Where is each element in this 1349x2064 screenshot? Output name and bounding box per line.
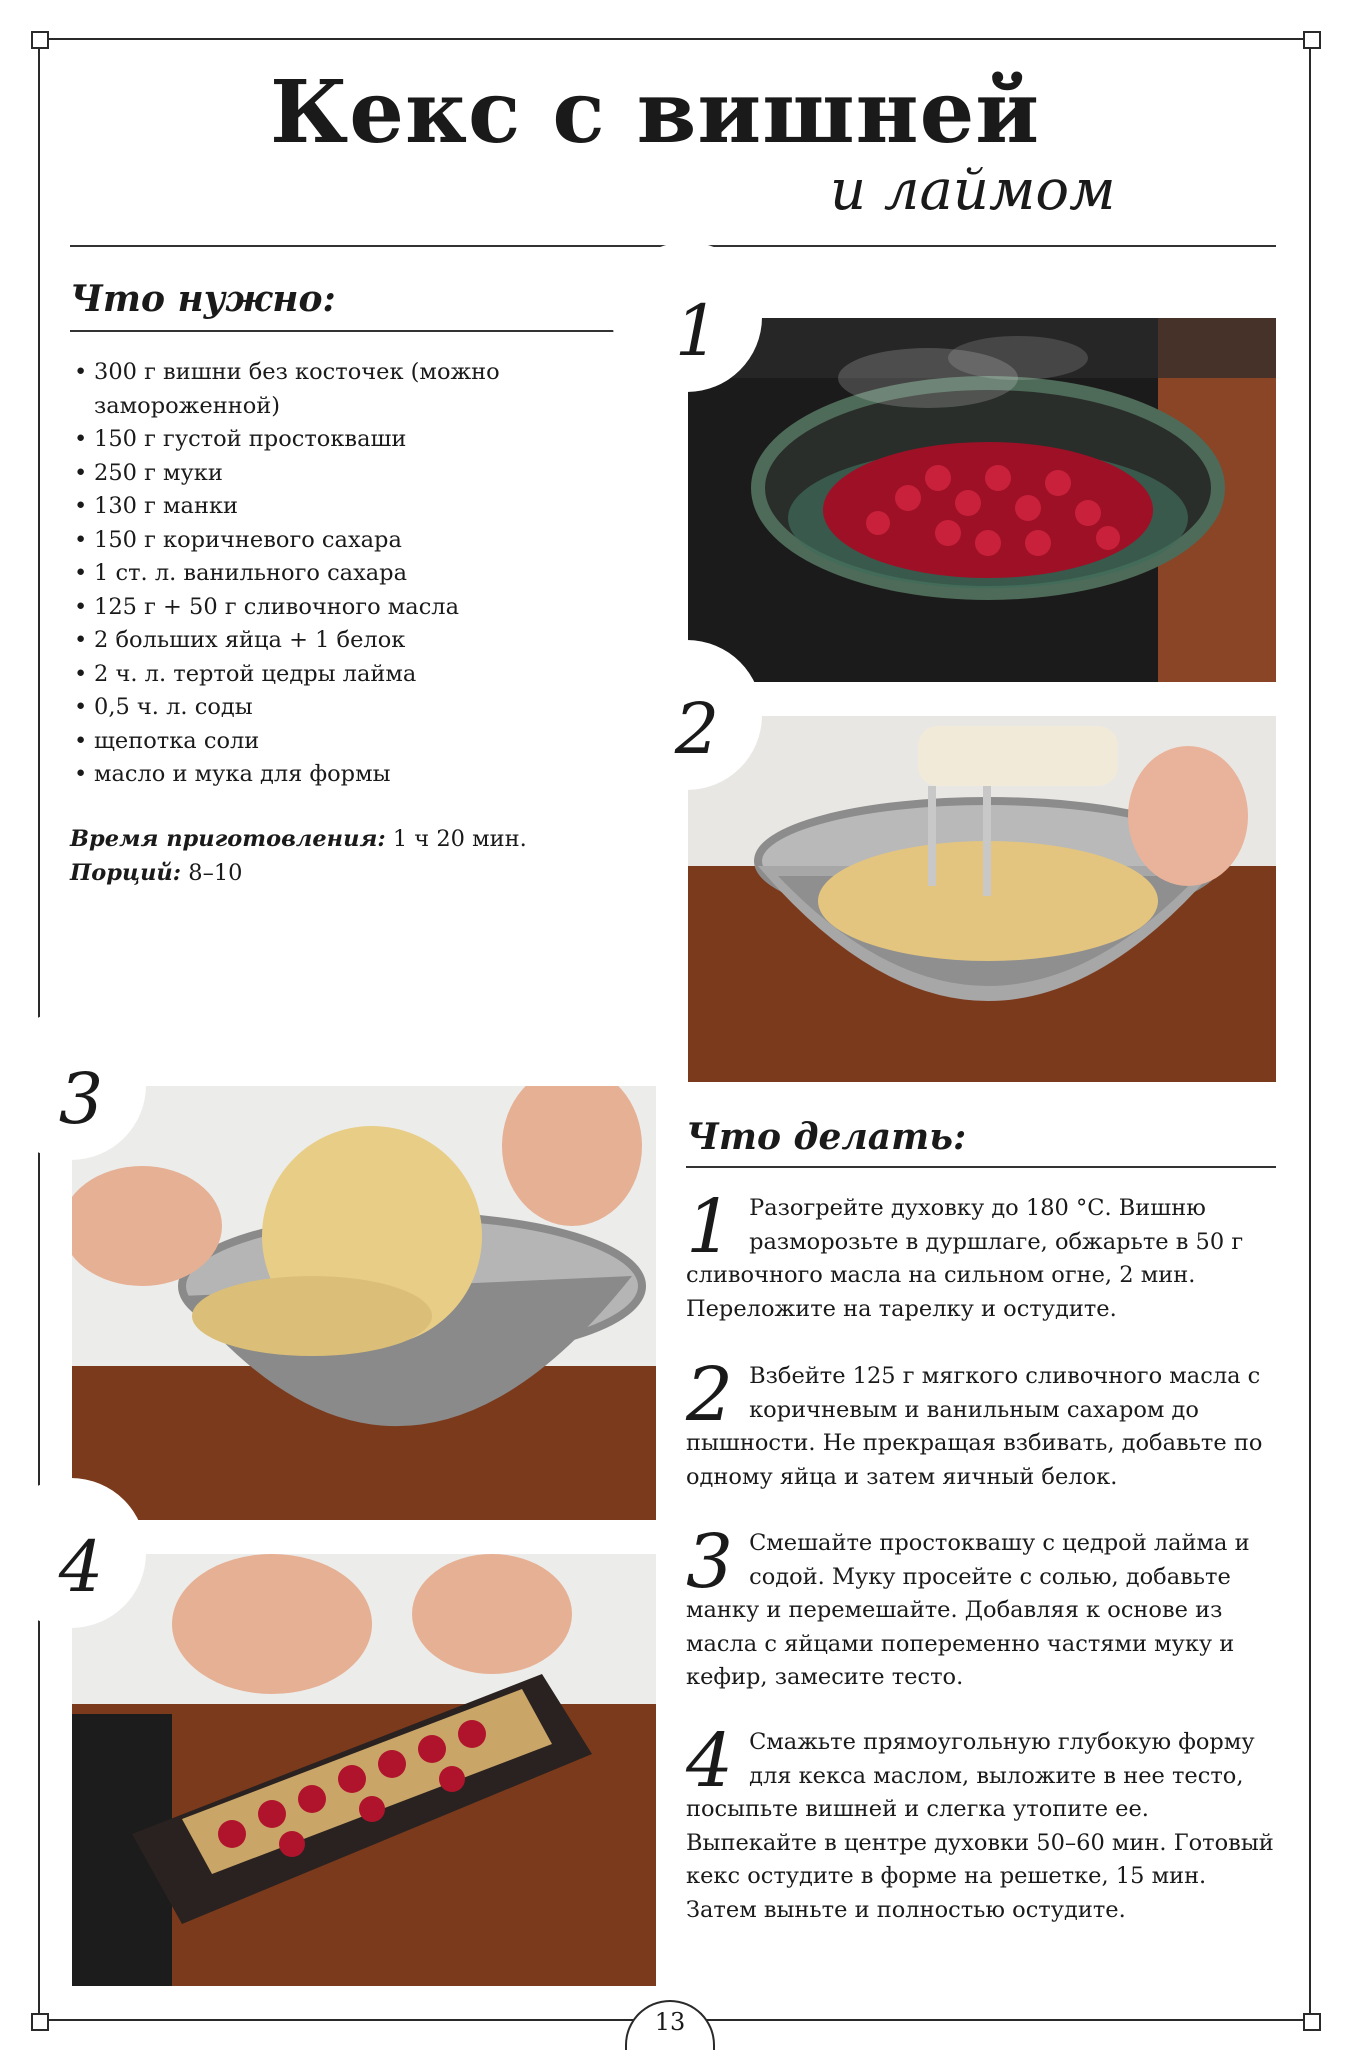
step-badge xyxy=(612,640,762,790)
step-badge-number: 1 xyxy=(674,290,720,372)
page-number: 13 xyxy=(654,2008,686,2036)
step-badge-number: 3 xyxy=(58,1058,104,1140)
step-badge xyxy=(612,242,762,392)
mixing-batter-photo xyxy=(688,716,1276,1082)
step-photo-4 xyxy=(72,1554,656,1986)
ingredient-item: • масло и мука для формы xyxy=(72,758,652,792)
servings xyxy=(70,860,242,886)
page-number-box xyxy=(640,2002,700,2042)
ingredient-item: • 250 г муки xyxy=(72,457,652,491)
steps-heading: Что делать: xyxy=(686,1116,967,1158)
step-3 xyxy=(686,1519,1276,1695)
frame-corner-ornament xyxy=(31,31,49,49)
step-text: Взбейте 125 г мягкого сливочного масла с коричневым и ванильным сахаром до пышности. Не прекращая взбивать, добавьте по одному яйца и затем яичный белок. xyxy=(686,1363,1263,1490)
step-badge-number: 2 xyxy=(674,688,720,770)
ingredient-item: • 0,5 ч. л. соды xyxy=(72,691,652,725)
step-photo-1 xyxy=(688,318,1276,682)
recipe-subtitle: и лаймом xyxy=(830,158,1116,223)
step-photo-3 xyxy=(72,1086,656,1520)
ingredients-divider xyxy=(70,330,654,332)
cherries-in-loaf-pan-photo xyxy=(72,1554,656,1986)
step-number: 4 xyxy=(686,1718,734,1804)
frame-corner-ornament xyxy=(31,2013,49,2031)
recipe-title: Кекс с вишней xyxy=(270,62,1041,163)
step-badge xyxy=(0,1010,146,1160)
step-photo-2 xyxy=(688,716,1276,1082)
ingredient-item: • 150 г густой простокваши xyxy=(72,423,652,457)
step-badge-number: 4 xyxy=(58,1526,104,1608)
ingredient-item: • щепотка соли xyxy=(72,725,652,759)
ingredient-item: • 125 г + 50 г сливочного масла xyxy=(72,591,652,625)
frame-corner-ornament xyxy=(1303,2013,1321,2031)
steps-divider xyxy=(686,1166,1276,1168)
step-number: 3 xyxy=(686,1519,734,1605)
cherries-in-pan-photo xyxy=(688,318,1276,682)
step-badge xyxy=(0,1478,146,1628)
ingredients-list xyxy=(72,356,652,792)
ingredient-item: • 130 г манки xyxy=(72,490,652,524)
dough-in-bowl-photo xyxy=(72,1086,656,1520)
ingredient-item: • 2 ч. л. тертой цедры лайма xyxy=(72,658,652,692)
step-4 xyxy=(686,1718,1276,1927)
step-text: Смешайте простоквашу с цедрой лайма и содой. Муку просейте с солью, добавьте манку и перемешайте. Добавляя к основе из масла с яйцами попеременно частями муку и кефир, замесите тесто. xyxy=(686,1530,1250,1690)
step-text: Смажьте прямоугольную глубокую форму для кекса маслом, выложите в нее тесто, посыпьте вишней и слегка утопите ее. Выпекайте в центре духовки 50–60 мин. Готовый кекс остудите в форме на решетке, 15 мин. Затем выньте и полностью остудите. xyxy=(686,1729,1274,1923)
servings-value: 8–10 xyxy=(188,860,243,886)
step-number: 2 xyxy=(686,1352,734,1438)
step-2 xyxy=(686,1352,1276,1494)
ingredient-item: • 150 г коричневого сахара xyxy=(72,524,652,558)
step-number: 1 xyxy=(686,1184,734,1270)
ingredients-heading: Что нужно: xyxy=(70,278,336,320)
cooking-time-value: 1 ч 20 мин. xyxy=(392,826,527,852)
frame-corner-ornament xyxy=(1303,31,1321,49)
cooking-time-label: Время приготовления: xyxy=(70,826,386,852)
step-text: Разогрейте духовку до 180 °С. Вишню разморозьте в дуршлаге, обжарьте в 50 г сливочного масла на сильном огне, 2 мин. Переложите на тарелку и остудите. xyxy=(686,1195,1244,1322)
ingredient-item: • 1 ст. л. ванильного сахара xyxy=(72,557,652,591)
servings-label: Порций: xyxy=(70,860,182,886)
ingredient-item: • 300 г вишни без косточек (можно замороженной) xyxy=(72,356,652,423)
ingredient-item: • 2 больших яйца + 1 белок xyxy=(72,624,652,658)
step-1 xyxy=(686,1184,1276,1326)
cooking-time xyxy=(70,826,527,852)
